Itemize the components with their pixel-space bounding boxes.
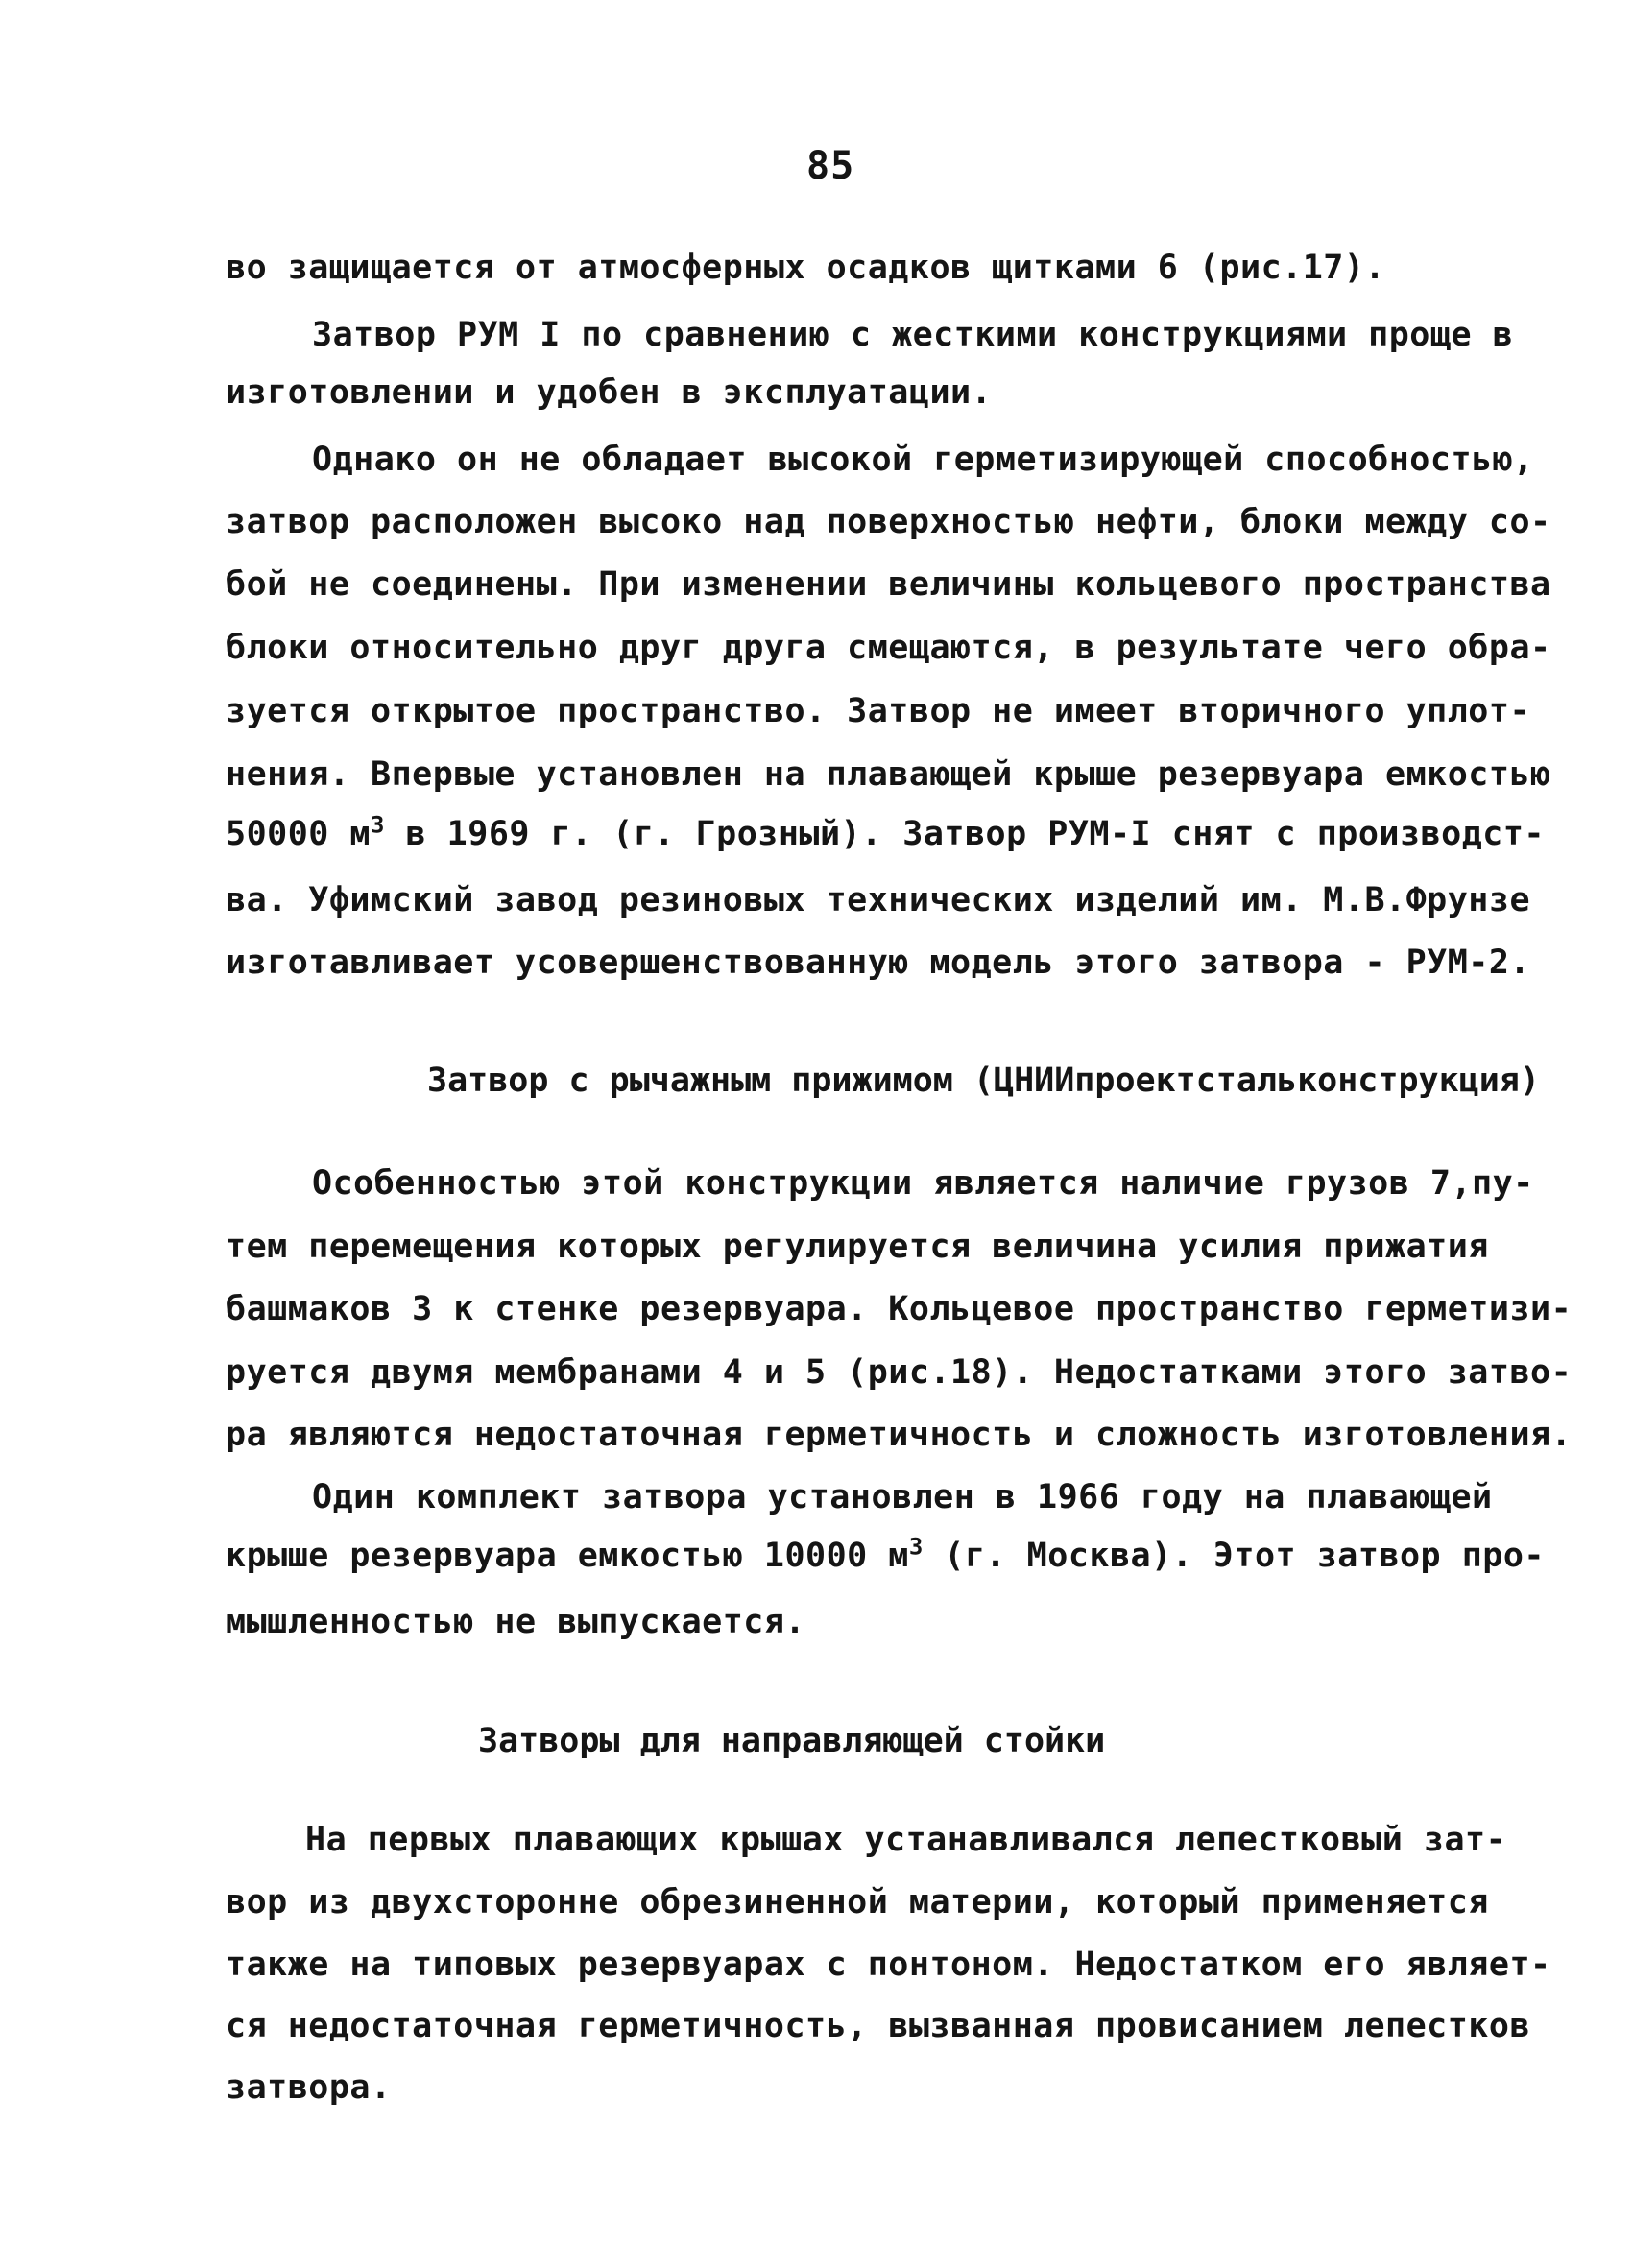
text-line: Затвор РУМ I по сравнению с жесткими конструкциями проще в bbox=[312, 316, 1514, 354]
text-line: вор из двухсторонне обрезиненной материи, который применяется bbox=[226, 1883, 1489, 1922]
text-line: Особенностью этой конструкции является наличие грузов 7,пу- bbox=[312, 1164, 1534, 1203]
text-line: нения. Впервые установлен на плавающей крыше резервуара емкостью bbox=[226, 755, 1551, 794]
text-line: Один комплект затвора установлен в 1966 году на плавающей bbox=[312, 1478, 1493, 1516]
text-line: ва. Уфимский завод резиновых технических изделий им. М.В.Фрунзе bbox=[226, 881, 1531, 919]
text-line: также на типовых резервуарах с понтоном. Недостатком его являет- bbox=[226, 1946, 1551, 1984]
section-heading: Затвор с рычажным прижимом (ЦНИИпроектстальконструкция) bbox=[427, 1062, 1540, 1100]
text-line: зуется открытое пространство. Затвор не имеет вторичного уплот- bbox=[226, 692, 1531, 730]
superscript: 3 bbox=[908, 1533, 924, 1561]
text-line: Однако он не обладает высокой герметизирующей способностью, bbox=[312, 441, 1534, 479]
text-line: изготавливает усовершенствованную модель этого затвора - РУМ-2. bbox=[226, 943, 1531, 982]
section-heading: Затворы для направляющей стойки bbox=[478, 1722, 1106, 1760]
text-line: На первых плавающих крышах устанавливался лепестковый зат- bbox=[305, 1821, 1507, 1859]
text-line: во защищается от атмосферных осадков щитками 6 (рис.17). bbox=[226, 249, 1386, 287]
text-segment: (г. Москва). Этот затвор про- bbox=[923, 1537, 1545, 1575]
text-segment: в 1969 г. (г. Грозный). Затвор РУМ-I снят с производст- bbox=[384, 815, 1545, 853]
text-line: блоки относительно друг друга смещаются, в результате чего обра- bbox=[226, 629, 1551, 667]
text-line: мышленностью не выпускается. bbox=[226, 1603, 806, 1641]
text-line: бой не соединены. При изменении величины кольцевого пространства bbox=[226, 565, 1551, 604]
text-segment: 50000 м bbox=[226, 815, 372, 853]
text-line: затвора. bbox=[226, 2068, 392, 2107]
text-line: ся недостаточная герметичность, вызванная провисанием лепестков bbox=[226, 2007, 1531, 2045]
text-line-with-superscript bbox=[226, 1533, 1545, 1575]
text-line: башмаков 3 к стенке резервуара. Кольцевое пространство герметизи- bbox=[226, 1290, 1573, 1328]
text-line: руется двумя мембранами 4 и 5 (рис.18). Недостатками этого затво- bbox=[226, 1353, 1573, 1392]
page-number: 85 bbox=[806, 144, 855, 188]
text-segment: крыше резервуара емкостью 10000 м bbox=[226, 1537, 909, 1575]
text-line-with-superscript bbox=[226, 811, 1545, 853]
text-line: ра являются недостаточная герметичность и сложность изготовления. bbox=[226, 1416, 1573, 1454]
text-line: изготовлении и удобен в эксплуатации. bbox=[226, 373, 993, 412]
superscript: 3 bbox=[371, 811, 385, 839]
text-line: затвор расположен высоко над поверхностью нефти, блоки между со- bbox=[226, 503, 1551, 541]
text-line: тем перемещения которых регулируется величина усилия прижатия bbox=[226, 1228, 1489, 1266]
